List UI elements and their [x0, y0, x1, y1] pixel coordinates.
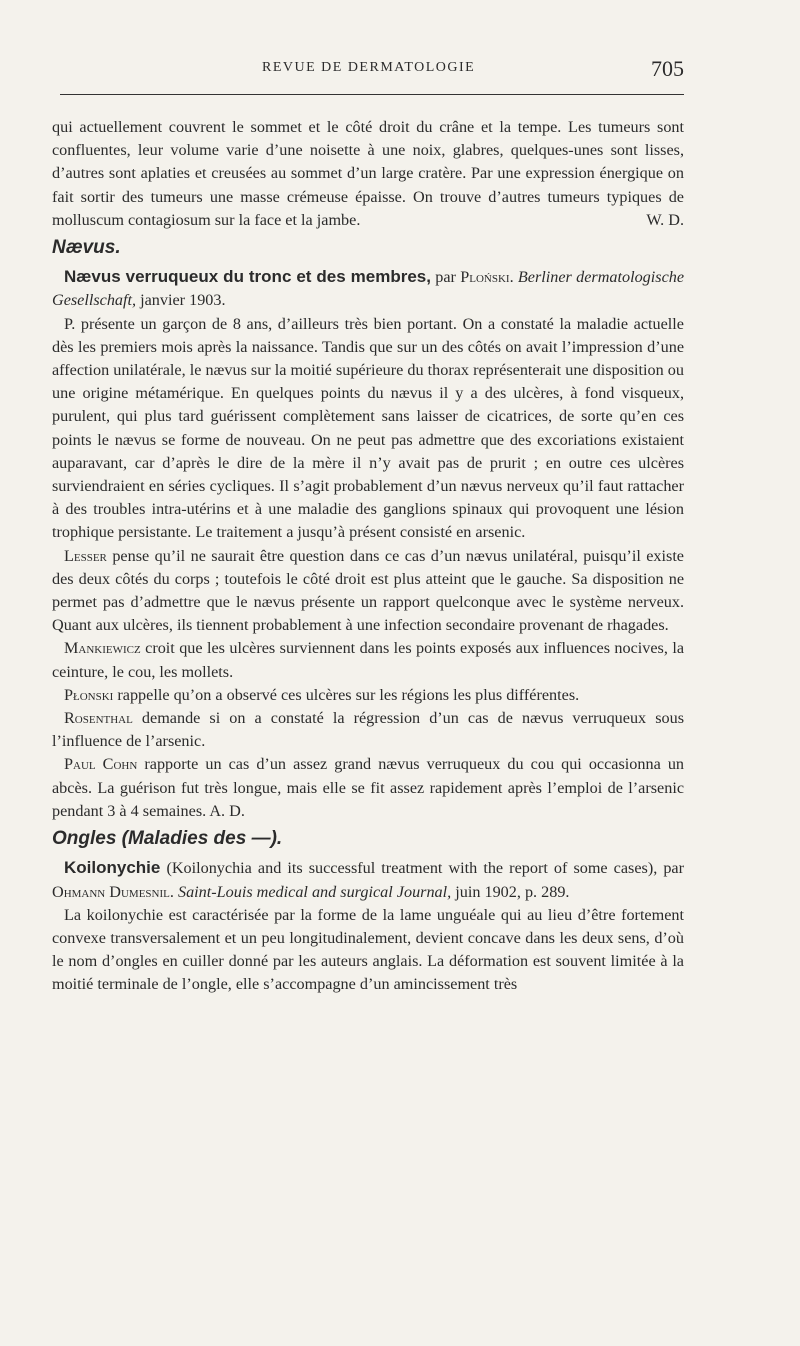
paragraph: Paul Cohn rapporte un cas d’un assez grand nævus verruqueux du cou qui occasionna un abcès. La guérison fut très longue, mais elle se fit assez rapidement après l’emploi de l’arsenic pendant 3 à 4 semaines. A. D.	[52, 755, 685, 820]
paragraph-text: qui actuellement couvrent le sommet et le côté droit du crâne et la tempe. Les tumeurs sont confluentes, leur volume varie d’une noisette à une noix, glabres, quelques-unes sont lisses, d’autres sont aplaties et creusées au sommet d’un large cratère. Par une expression énergique on fait sortir des tumeurs une masse crémeuse épaisse. On trouve d’autres tumeurs typiques de molluscum contagiosum sur la face et la jambe.	[52, 118, 684, 229]
article-heading: Koilonychie (Koilonychia and its successful treatment with the report of some cases), par Ohmann Dumesnil. Saint-Louis medical and surgical Journal, juin 1902, p. 289.	[52, 858, 685, 901]
paragraph: Lesser pense qu’il ne saurait être question dans ce cas d’un nævus unilatéral, puisqu’il existe des deux côtés du corps ; toutefois le côté droit est plus atteint que le gauche. Sa disposition ne permet pas d’admettre que le nævus présente un rapport quelconque avec le système nerveux. Quant aux ulcères, ils tiennent probablement à une infection secondaire provenant de rhagades.	[52, 546, 684, 635]
paragraph: Rosenthal demande si on a constaté la régression d’un cas de nævus verruqueux sous l’influence de l’arsenic.	[52, 709, 684, 751]
article-date: juin 1902, p. 289.	[455, 882, 570, 901]
person-name: Lesser	[64, 546, 107, 565]
paragraph: Mankiewicz croit que les ulcères surviennent dans les points exposés aux influences nocives, la ceinture, le cou, les mollets.	[52, 639, 684, 681]
journal-name: Saint-Louis medical and surgical Journal,	[177, 882, 452, 901]
paragraph	[52, 116, 684, 232]
section-heading: Nævus.	[52, 237, 121, 259]
person-name: Płonski	[64, 685, 114, 704]
paragraph: P. présente un garçon de 8 ans, d’ailleurs très bien portant. On a constaté la maladie actuelle dès les premiers mois après la naissance. Tandis que sur un des côtés on avait l’impression d’une affection unilatérale, le nævus sur la moitié supérieure du thorax représenterait une disposition ou une origine métamérique. En quelques points du nævus il y a des ulcères, à fond visqueux, purulent, qui plus tard guérissent complètement sans laisser de cicatrices, de sorte qu’en ces points le nævus se forme de nouveau. On ne peut pas admettre que des excoriations existaient auparavant, car d’après le dire de la mère il n’y avait pas de prurit ; en outre ces ulcères surviendraient en séries cycliques. Il s’agit probablement d’un nævus nerveux qu’il faut rattacher à des troubles intra-utérins et à une maladie des ganglions spinaux qui provoquent une lésion trophique persistante. Le traitement a jusqu’à présent consisté en arsenic.	[52, 314, 684, 542]
journal-name: Berliner dermatologische Gesellschaft,	[52, 268, 685, 310]
person-name: Mankiewicz	[64, 639, 141, 658]
section-heading: Ongles (Maladies des —).	[52, 828, 283, 850]
article-date: janvier 1903.	[140, 291, 226, 310]
body-text	[52, 116, 684, 997]
article-title: Nævus verruqueux du tronc et des membres,	[64, 267, 431, 287]
article-author: Ohmann Dumesnil.	[52, 882, 174, 901]
header-rule	[60, 94, 684, 95]
article-heading: Nævus verruqueux du tronc et des membres, par Ploński. Berliner dermatologische Gesellschaft, janvier 1903.	[52, 267, 685, 310]
person-name: Rosenthal	[64, 709, 133, 728]
page-header	[52, 56, 684, 86]
signature: W. D.	[646, 210, 684, 229]
paragraph: La koilonychie est caractérisée par la forme de la lame unguéale qui au lieu d’être fortement convexe transversalement et un peu longitudinalement, devient concave dans les deux sens, d’où le nom d’ongles en cuiller donné par les auteurs anglais. La déformation est souvent limitée à la moitié terminale de l’ongle, elle s’accompagne d’un amincissement très	[52, 905, 684, 994]
article-title: Koilonychie	[64, 858, 161, 878]
paragraph: Płonski rappelle qu’on a observé ces ulcères sur les régions les plus différentes.	[64, 685, 580, 704]
running-title: REVUE DE DERMATOLOGIE	[262, 60, 476, 75]
page-number: 705	[651, 56, 684, 81]
article-author: Ploński.	[460, 268, 514, 287]
signature: A. D.	[209, 801, 245, 820]
page	[52, 56, 685, 994]
person-name: Paul Cohn	[64, 755, 138, 774]
